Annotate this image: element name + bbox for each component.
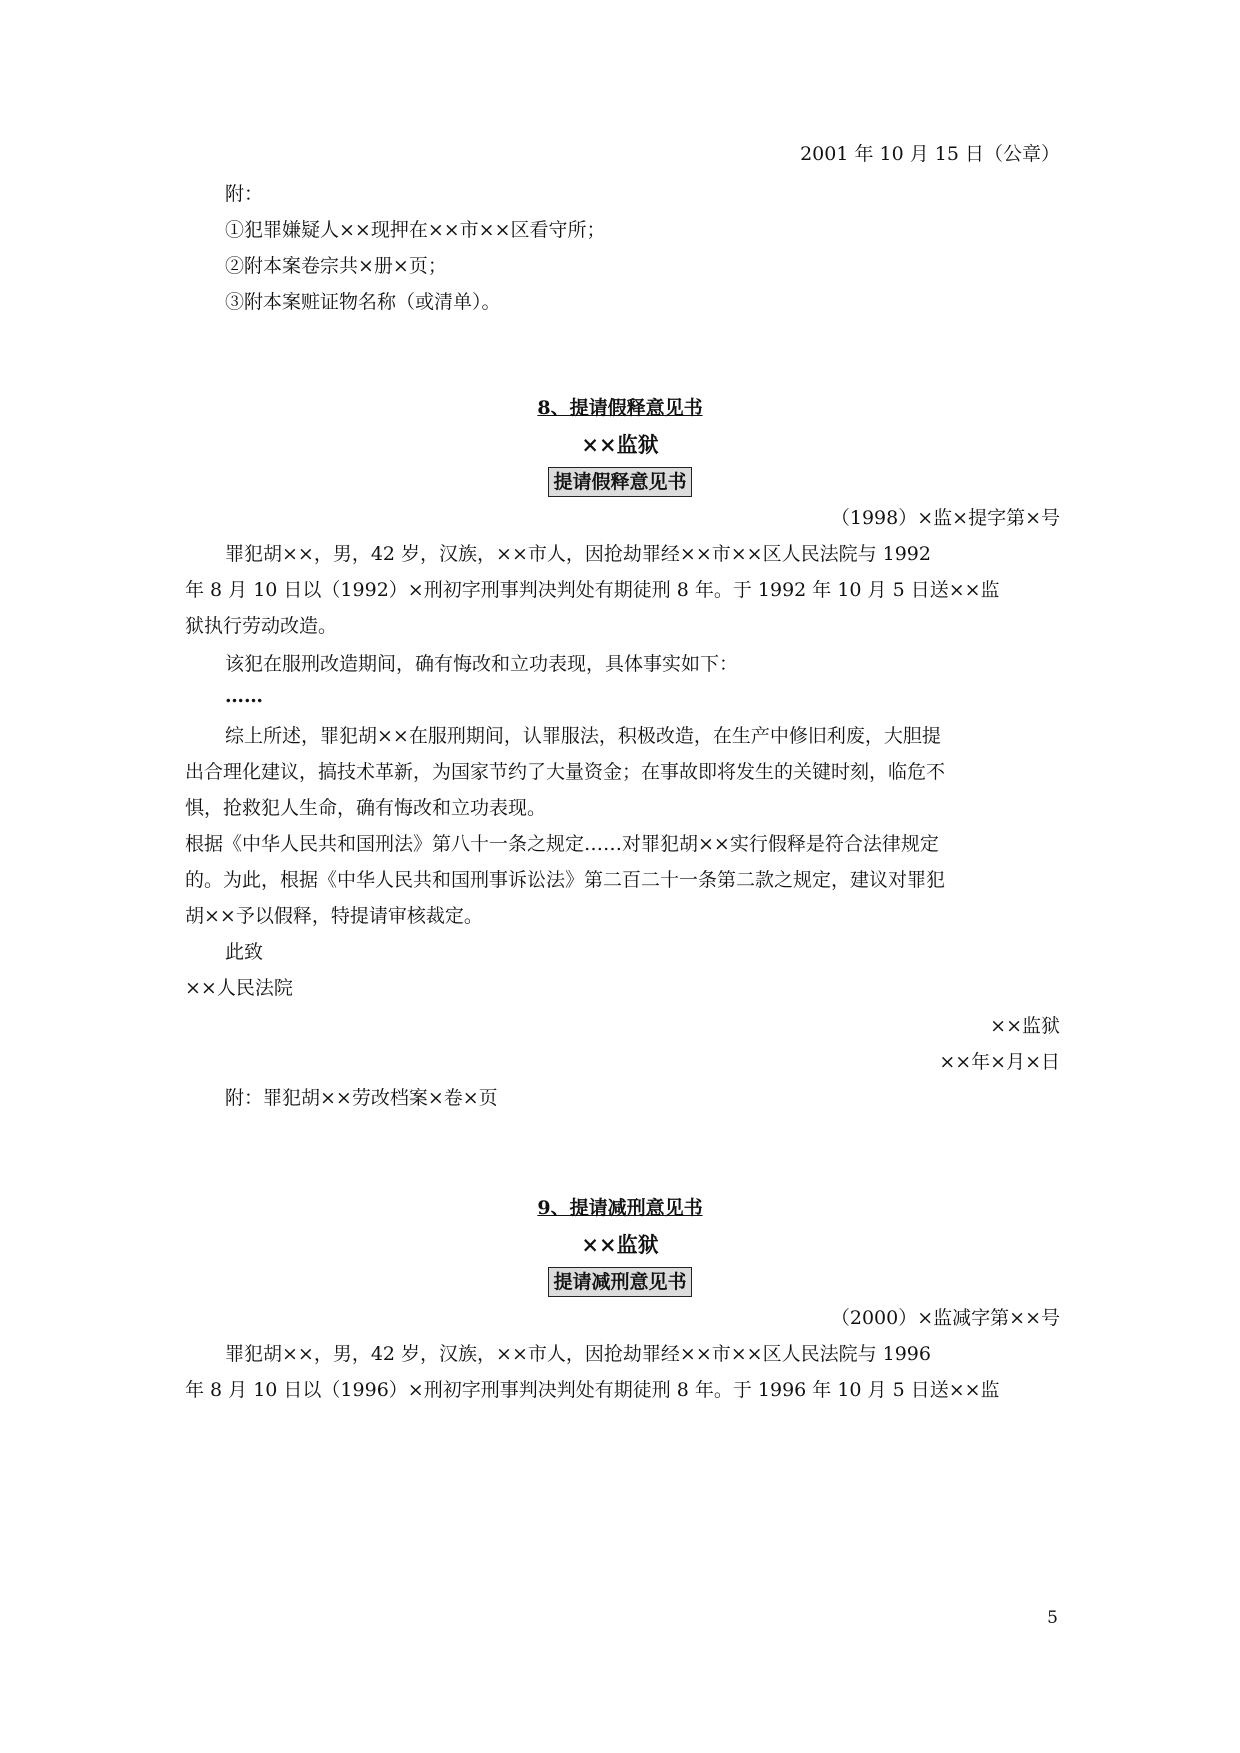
signature-date: ××年×月×日: [939, 1051, 1060, 1073]
doc-number: （1998）×监×提字第×号: [830, 507, 1060, 529]
section-heading: [0, 396, 1240, 420]
page-number: 5: [1047, 1608, 1058, 1628]
attach-label: 附：: [225, 183, 264, 205]
salutation: 此致: [225, 941, 264, 963]
paragraph-line: 惧，抢救犯人生命，确有悔改和立功表现。: [185, 797, 547, 819]
addressee: ××人民法院: [185, 977, 293, 999]
ellipsis: ……: [225, 685, 263, 707]
paragraph-line: 罪犯胡××，男，42 岁，汉族，××市人，因抢劫罪经××市××区人民法院与 1996: [225, 1343, 931, 1365]
paragraph-line: 出合理化建议，搞技术革新，为国家节约了大量资金；在事故即将发生的关键时刻，临危不: [185, 761, 946, 783]
paragraph-line: 胡××予以假释，特提请审核裁定。: [185, 905, 483, 927]
attach-item: ①犯罪嫌疑人××现押在××市××区看守所；: [225, 219, 606, 241]
attachment-note: 附：罪犯胡××劳改档案×卷×页: [225, 1087, 498, 1109]
paragraph-line: 的。为此，根据《中华人民共和国刑事诉讼法》第二百二十一条第二款之规定，建议对罪犯: [185, 869, 946, 891]
attach-item: ③附本案赃证物名称（或清单）。: [225, 291, 501, 313]
doc-title: [0, 467, 1240, 497]
paragraph-line: 罪犯胡××，男，42 岁，汉族，××市人，因抢劫罪经××市××区人民法院与 1992: [225, 543, 931, 565]
paragraph-line: 根据《中华人民共和国刑法》第八十一条之规定……对罪犯胡××实行假释是符合法律规定: [185, 833, 939, 855]
doc-title-boxed: 提请减刑意见书: [548, 1267, 691, 1297]
prison-name: ××监狱: [581, 1232, 659, 1257]
attach-item: ②附本案卷宗共×册×页；: [225, 255, 447, 277]
doc-number: （2000）×监减字第××号: [830, 1307, 1060, 1329]
date-seal: 2001 年 10 月 15 日（公章）: [800, 143, 1060, 165]
section-heading-text: 8、提请假释意见书: [537, 397, 703, 419]
paragraph-line: 狱执行劳动改造。: [185, 615, 338, 637]
prison-name: ××监狱: [581, 432, 659, 457]
paragraph-line: 该犯在服刑改造期间，确有悔改和立功表现，具体事实如下：: [225, 653, 739, 675]
doc-title-boxed: 提请假释意见书: [548, 467, 691, 497]
doc-title: [0, 1267, 1240, 1297]
section-heading-text: 9、提请减刑意见书: [537, 1197, 703, 1219]
signature-org: ××监狱: [990, 1015, 1060, 1037]
section-heading: [0, 1196, 1240, 1220]
paragraph-line: 年 8 月 10 日以（1996）×刑初字刑事判决判处有期徒刑 8 年。于 1996 年 10 月 5 日送××监: [185, 1379, 1000, 1401]
paragraph-line: 综上所述，罪犯胡××在服刑期间，认罪服法，积极改造，在生产中修旧利废，大胆提: [225, 725, 941, 747]
paragraph-line: 年 8 月 10 日以（1992）×刑初字刑事判决判处有期徒刑 8 年。于 1992 年 10 月 5 日送××监: [185, 579, 1000, 601]
